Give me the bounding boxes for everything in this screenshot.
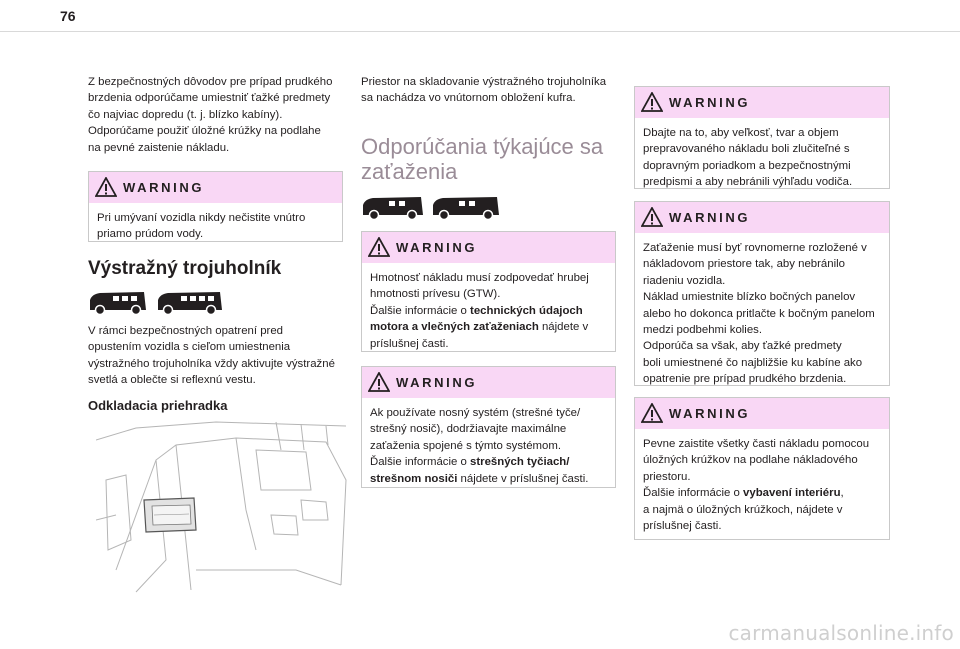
long-van-icon — [433, 197, 499, 220]
text-line: predpismi a aby nebránili výhľadu vodiča. — [643, 176, 853, 189]
warning-box-roof-bars — [361, 366, 616, 488]
heading-line: Odporúčania týkajúce sa — [361, 134, 604, 159]
warning-label: WARNING — [669, 406, 751, 421]
warning-label: WARNING — [396, 375, 478, 390]
van-models-icon-2 — [361, 193, 501, 221]
text-line: úložných krúžkov na podlahe nákladového — [643, 454, 858, 467]
text-line: V rámci bezpečnostných opatrení pred — [88, 325, 284, 337]
warning-box-gtw — [361, 231, 616, 352]
text-line: strešný nosič), dodržiavajte maximálne — [370, 423, 567, 436]
warning-label: WARNING — [669, 95, 751, 110]
text-line: príslušnej časti. — [643, 520, 722, 533]
warning-triangle-icon — [368, 372, 390, 392]
text-line: Náklad umiestnite blízko bočných panelov — [643, 291, 856, 304]
text-line: Pri umývaní vozidla nikdy nečistite vnútro — [97, 212, 306, 224]
text-line: výstražného trojuholníka vždy aktivujte výstražné — [88, 357, 335, 370]
short-van-icon — [90, 292, 146, 315]
page-number: 76 — [60, 8, 76, 24]
warning-triangle-icon — [368, 237, 390, 257]
text-line: Z bezpečnostných dôvodov pre prípad prudkého — [88, 76, 333, 88]
warning-triangle-icon — [95, 177, 117, 197]
text-line: nákladovom priestore tak, aby nebránilo — [643, 258, 845, 271]
storage-location-paragraph — [361, 74, 616, 107]
text-run: nájdete v príslušnej časti. — [457, 472, 589, 485]
text-line: alebo ho dokonca pritlačte k bočným panelom — [643, 307, 875, 320]
text-line: Odporúča sa však, aby ťažké predmety — [643, 340, 842, 353]
text-line: medzi podbehmi kolies. — [643, 324, 763, 337]
text-line — [370, 303, 607, 319]
warning-triangle-icon — [641, 92, 663, 112]
text-line — [370, 471, 607, 487]
text-line: opatrenie pre prípad prudkého brzdenia. — [643, 373, 847, 386]
heading-line: zaťaženia — [361, 159, 458, 184]
warning-box-washing — [88, 171, 343, 242]
warning-box-load-size — [634, 86, 890, 189]
warning-header — [635, 202, 889, 233]
long-van-icon — [158, 292, 222, 315]
text-line: priestoru. — [643, 470, 691, 483]
warning-body — [635, 429, 889, 540]
text-line: Zaťaženie musí byť rovnomerne rozložené v — [643, 242, 867, 254]
text-line: a najmä o úložných krúžkoch, nájdete v — [643, 503, 843, 516]
warning-body — [635, 233, 889, 394]
text-line: Priestor na skladovanie výstražného trojuholníka — [361, 76, 607, 88]
text-line: Pevne zaistite všetky časti nákladu pomocou — [643, 438, 870, 450]
text-run: , — [840, 487, 844, 500]
warning-body — [362, 263, 615, 358]
warning-header — [362, 367, 615, 398]
link-text-towing-loads: motora a vlečných zaťaženiach — [370, 321, 539, 334]
warning-box-secure-load — [634, 397, 890, 540]
text-line — [643, 485, 881, 501]
text-line: čo najviac dopredu (t. j. blízko kabíny). — [88, 108, 283, 121]
text-line: príslušnej časti. — [370, 337, 449, 350]
text-line: riadeniu vozidla. — [643, 274, 726, 287]
text-line: opustením vozidla s cieľom umiestnenia — [88, 341, 291, 354]
section-heading-triangle: Výstražný trojuholník — [88, 258, 282, 279]
warning-body — [362, 398, 615, 493]
watermark-text: carmanualsonline.info — [728, 621, 954, 645]
warning-label: WARNING — [669, 210, 751, 225]
text-line: boli umiestnené čo najbližšie ku kabíne ako — [643, 356, 863, 369]
text-line: brzdenia odporúčame umiestniť ťažké predmety — [88, 92, 331, 105]
text-line: Odporúčame použiť úložné krúžky na podlahe — [88, 125, 321, 138]
storage-compartment-illustration — [96, 420, 356, 595]
text-line: Ak používate nosný systém (strešné tyče/ — [370, 407, 581, 419]
link-text-roof-rack: strešnom nosiči — [370, 472, 458, 485]
text-line: sa nachádza vo vnútornom obložení kufra. — [361, 92, 576, 105]
warning-label: WARNING — [123, 180, 205, 195]
warning-header — [362, 232, 615, 263]
text-run: Ďalšie informácie o — [370, 456, 471, 469]
text-line: Hmotnosť nákladu musí zodpovedať hrubej — [370, 272, 589, 284]
link-text-technical-data: technických údajoch — [470, 304, 583, 317]
text-line: svetlá a oblečte si reflexnú vestu. — [88, 374, 256, 387]
warning-triangle-icon — [641, 403, 663, 423]
link-text-interior-fittings: vybavení interiéru — [743, 487, 841, 500]
warning-triangle-icon — [641, 207, 663, 227]
warning-header — [89, 172, 342, 203]
header-rule — [0, 31, 960, 32]
warning-header — [635, 398, 889, 429]
warning-label: WARNING — [396, 240, 478, 255]
text-line: hmotnosti prívesu (GTW). — [370, 288, 501, 301]
text-line: na pevné zaistenie nákladu. — [88, 141, 230, 154]
warning-body — [89, 203, 342, 249]
text-line: priamo prúdom vody. — [97, 228, 204, 241]
warning-header — [635, 87, 889, 118]
van-models-icon — [88, 288, 223, 316]
text-line: dopravným poriadkom a bezpečnostnými — [643, 159, 851, 172]
text-run: Ďalšie informácie o — [643, 487, 744, 500]
text-run: Ďalšie informácie o — [370, 304, 471, 317]
text-line: prepravovaného nákladu boli zlučiteľné s — [643, 143, 850, 156]
warning-body — [635, 118, 889, 197]
link-text-roof-bars: strešných tyčiach/ — [470, 456, 570, 469]
short-van-icon — [363, 197, 423, 220]
section-heading-loading — [361, 134, 603, 184]
text-run: nájdete v — [538, 321, 589, 334]
text-line: Dbajte na to, aby veľkosť, tvar a objem — [643, 127, 839, 139]
text-line: zaťaženia spojené s týmto systémom. — [370, 439, 562, 452]
text-line — [370, 454, 607, 470]
intro-paragraph — [88, 74, 343, 156]
warning-box-load-distribution — [634, 201, 890, 386]
subheading-storage: Odkladacia priehradka — [88, 398, 228, 413]
triangle-paragraph — [88, 323, 343, 389]
text-line — [370, 319, 607, 335]
